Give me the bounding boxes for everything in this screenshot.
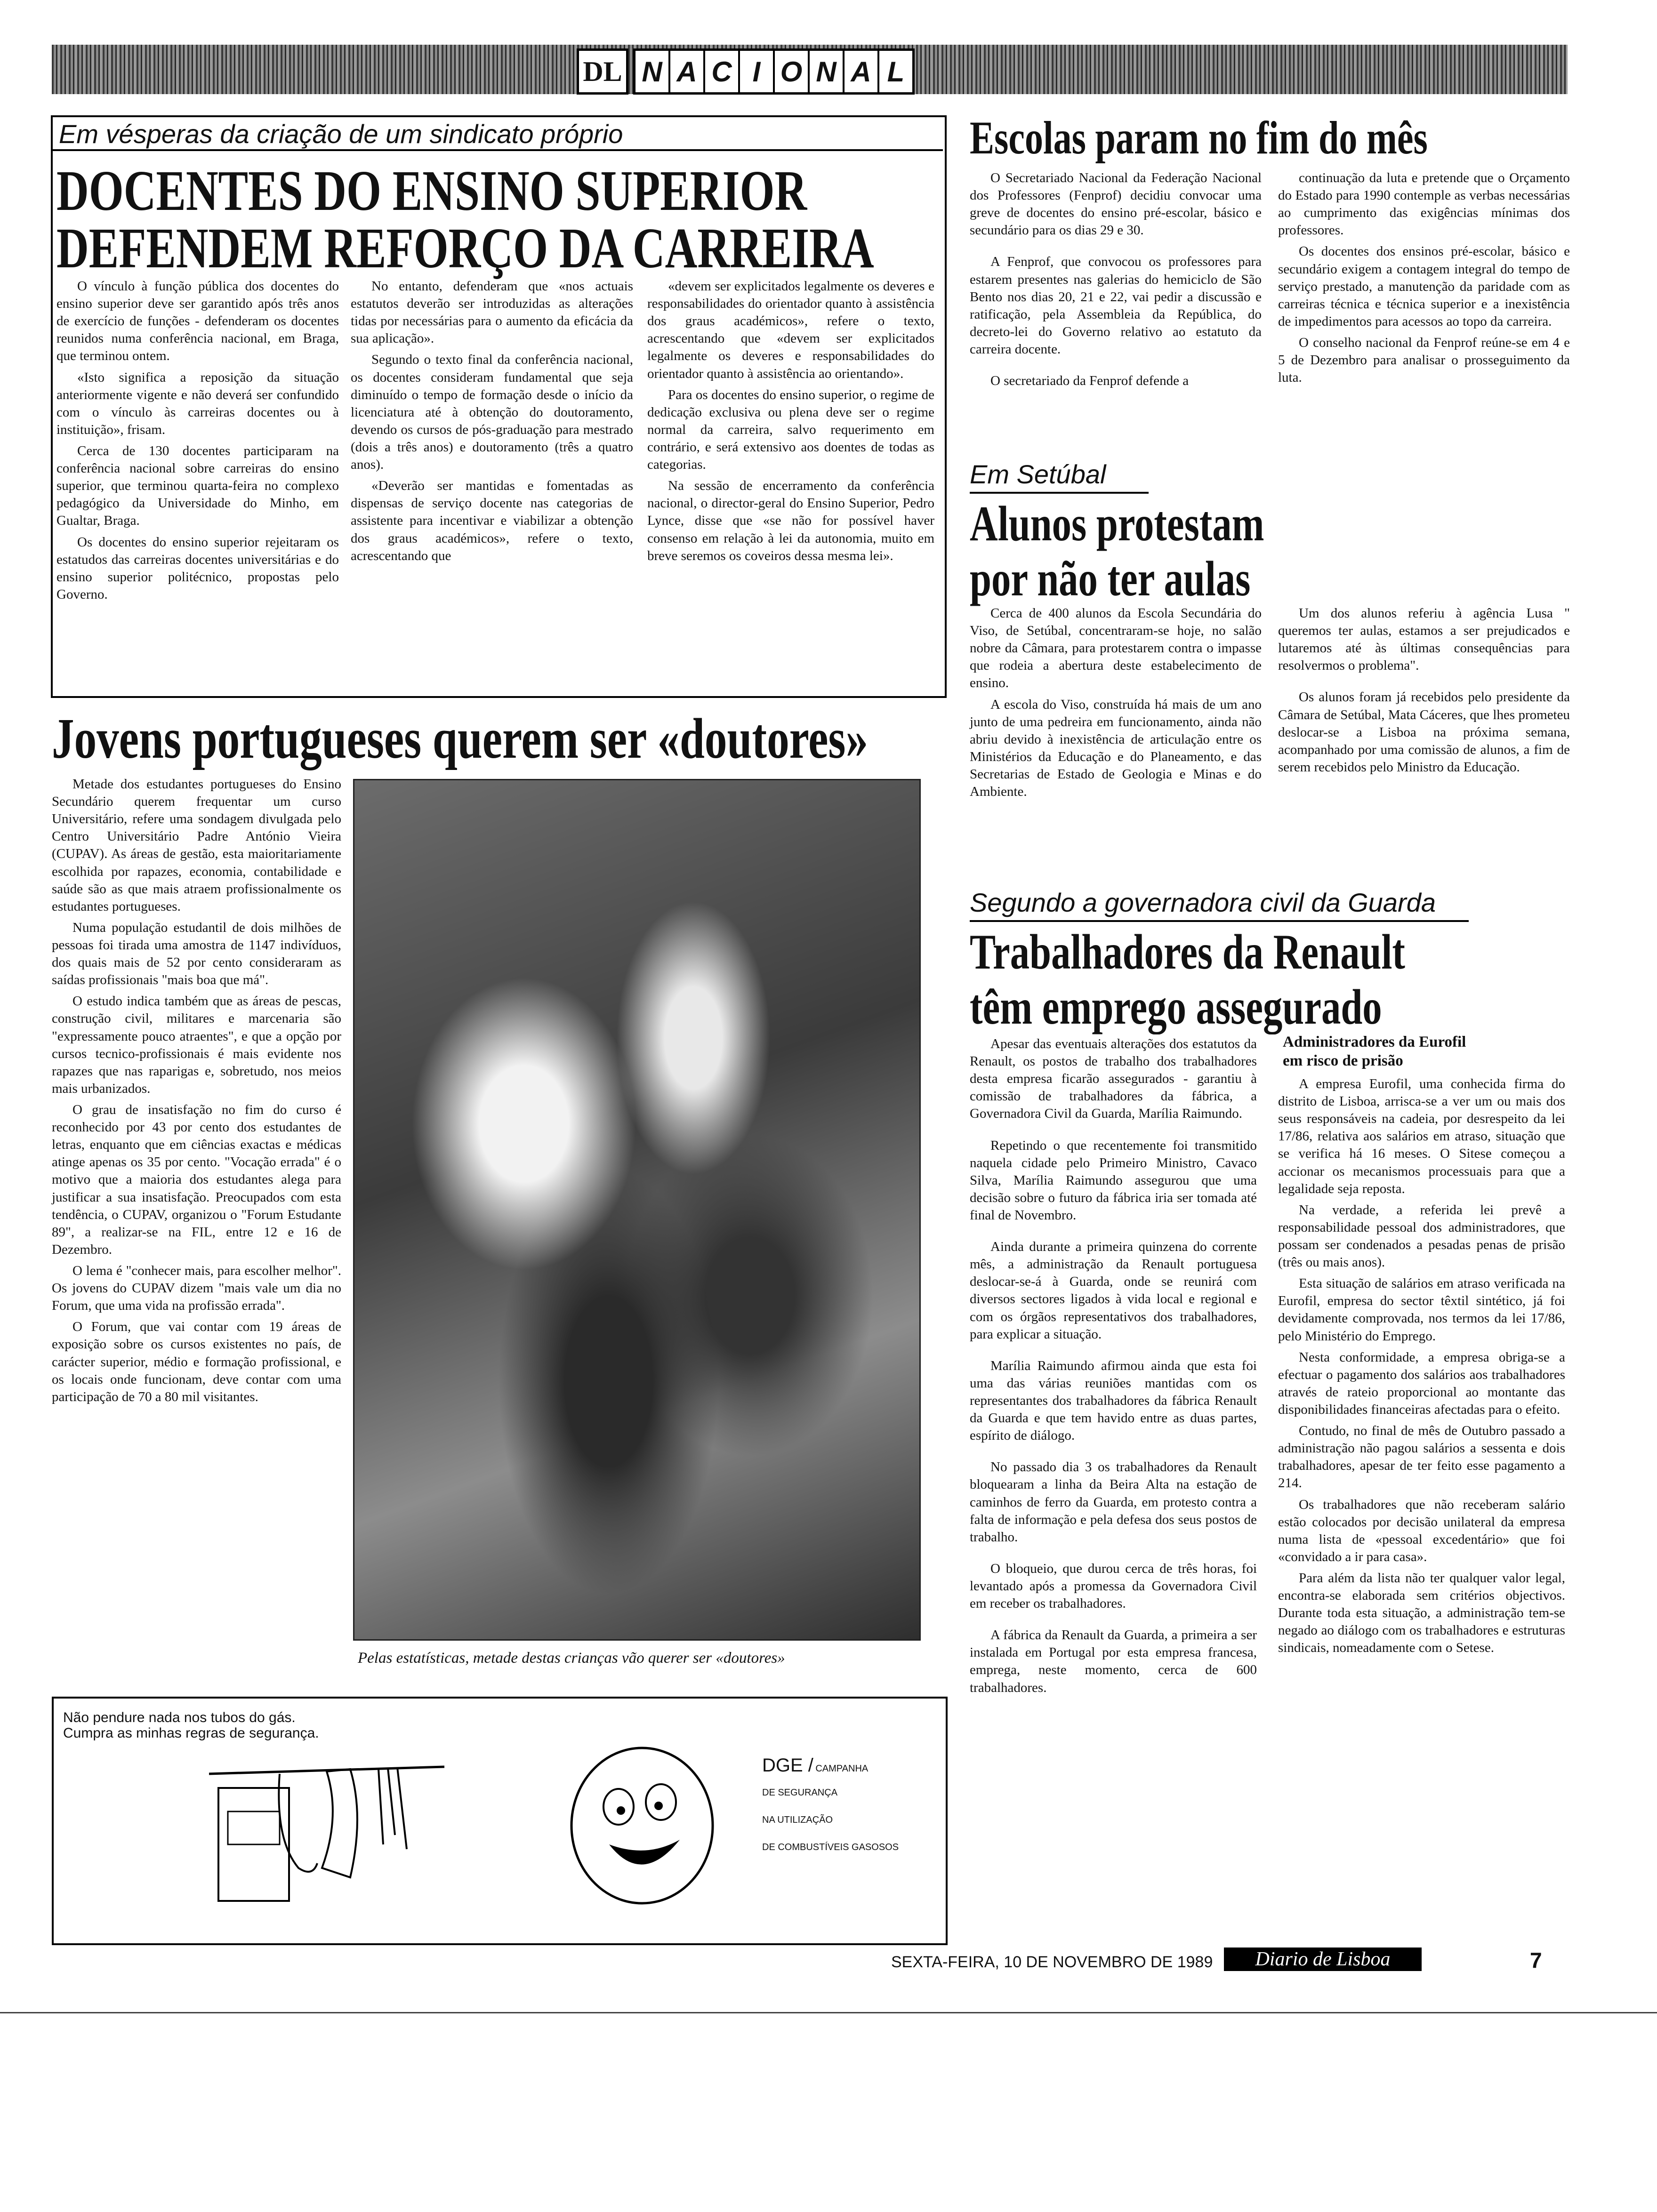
- paragraph: «devem ser explicitados legalmente os deveres e responsabilidades do orientador quanto à assistência dos graus académicos», refere o texto, acrescentando que «devem ser explicitados legalmente os deveres e responsabilidades do orientador quanto à assistência ao orientando».: [647, 279, 934, 381]
- paragraph: O grau de insatisfação no fim do curso é reconhecido por 43 por cento dos estudantes de letras, enquanto que em ciências exactas e médicas atinge apenas os 35 por cento. "Vocação errada" é o motivo que a maioria dos estudantes alega para justificar a sua insatisfação. Preocupados com esta tendência, o CUPAV, organizou o "Forum Estudante 89", a realizar-se na FIL, entre 12 e 16 de Dezembro.: [52, 1102, 341, 1257]
- article-setubal-headline: [970, 497, 1264, 606]
- paragraph: A Fenprof, que convocou os professores para estarem presentes nas galerias do hemiciclo de São Bento nos dias 20, 21 e 22, vai pedir a discussão e ratificação, pela Assembleia da República, do decreto-lei do Governo relativo ao estatuto da carreira docente.: [970, 254, 1262, 357]
- section-letter: I: [740, 51, 775, 92]
- article-docentes-col3: [647, 278, 934, 565]
- paragraph: O bloqueio, que durou cerca de três horas, foi levantado após a promessa da Governadora Civil em receber os trabalhadores.: [970, 1561, 1257, 1611]
- article-docentes-headline: [56, 159, 874, 280]
- section-letter: C: [705, 51, 740, 92]
- paragraph: continuação da luta e pretende que o Orçamento do Estado para 1990 contemple as verbas necessárias ao cumprimento das exigências mínimas dos professores.: [1278, 170, 1570, 238]
- section-letter: O: [775, 51, 810, 92]
- article-renault-headline: [970, 925, 1405, 1034]
- kicker-rule: [970, 492, 1149, 494]
- gas-safety-advert: [52, 1697, 948, 1945]
- headline-line: têm emprego assegurado: [970, 979, 1382, 1034]
- paragraph: O lema é "conhecer mais, para escolher melhor". Os jovens do CUPAV dizem "mais vale um dia no Forum, que uma vida na profissão errada".: [52, 1263, 341, 1314]
- paragraph: O Forum, que vai contar com 19 áreas de exposição sobre os cursos existentes no país, de carácter superior, médio e formação profissional, e os locais onde funcionam, deve contar com uma participação de 70 a 80 mil visitantes.: [52, 1319, 341, 1404]
- paragraph: Segundo o texto final da conferência nacional, os docentes consideram fundamental que seja diminuído o tempo de formação desde o início da licenciatura até à obtenção do doutoramento, devendo os cursos de pós-graduação para mestrado (dois a três anos) e doutoramento (três a quatro anos).: [351, 352, 633, 473]
- paragraph: Repetindo o que recentemente foi transmitido naquela cidade pelo Primeiro Ministro, Cavaco Silva, Marília Raimundo assegurou que uma decisão sobre o futuro da fábrica iria ser tomada até final de Novembro.: [970, 1138, 1257, 1223]
- dge-tagline: [762, 1779, 899, 1861]
- section-letter: A: [845, 51, 879, 92]
- dge-campaign: CAMPANHA: [815, 1763, 869, 1774]
- paragraph: «Isto significa a reposição da situação anteriormente vigente e não deverá ser confundido com o vínculo às carreiras docentes ou à instituição», frisam.: [56, 369, 339, 437]
- article-renault-kicker: Segundo a governadora civil da Guarda: [970, 888, 1436, 917]
- article-docentes-col2: [351, 278, 633, 565]
- advert-line: Não pendure nada nos tubos do gás.: [63, 1710, 296, 1725]
- paragraph: Na verdade, a referida lei prevê a responsabilidade pessoal dos administradores, que possam ser condenados a pesadas penas de prisão (três ou mais anos).: [1278, 1202, 1565, 1270]
- article-jovens-headline: Jovens portugueses querem ser «doutores»: [52, 707, 869, 770]
- subheadline-line: em risco de prisão: [1283, 1052, 1403, 1069]
- article-setubal-col1: [970, 605, 1262, 801]
- paragraph: Cerca de 400 alunos da Escola Secundária do Viso, de Setúbal, concentraram-se hoje, no salão nobre da Câmara, para protestarem contra o impasse que rodeia a abertura deste estabelecimento de ensino.: [970, 606, 1262, 691]
- dge-logo: DGE /: [762, 1755, 813, 1776]
- article-escolas-col1: [970, 169, 1262, 390]
- paragraph: Os docentes do ensino superior rejeitaram os estatudos das carreiras docentes universitárias e do ensino superior politécnico, propostas pelo Governo.: [56, 534, 339, 602]
- paragraph: Numa população estudantil de dois milhões de pessoas foi tirada uma amostra de 1147 indivíduos, dos quais mais de 52 por cento consideraram as saídas profissionais "mais boa que má".: [52, 920, 341, 988]
- photo-caption: Pelas estatísticas, metade destas crianças vão querer ser «doutores»: [358, 1650, 785, 1667]
- article-setubal-kicker: Em Setúbal: [970, 459, 1106, 489]
- paragraph: No entanto, defenderam que «nos actuais estatutos deverão ser introduzidas as alterações tidas por necessárias para o aumento da eficácia da sua aplicação».: [351, 279, 633, 346]
- paragraph: Nesta conformidade, a empresa obriga-se a efectuar o pagamento dos salários aos trabalhadores através de rateio proporcional ao montante das disponibilidades financeiras afectadas para o efeito.: [1278, 1349, 1565, 1417]
- section-letter: A: [670, 51, 705, 92]
- paragraph: Apesar das eventuais alterações dos estatutos da Renault, os postos de trabalho dos trabalhadores desta empresa ficarão assegurados - garantiu à comissão de trabalhadores da fábrica, a Governadora Civil da Guarda, Marília Raimundo.: [970, 1036, 1257, 1122]
- masthead: Diario de Lisboa: [1224, 1948, 1422, 1971]
- paragraph: Um dos alunos referiu à agência Lusa " queremos ter aulas, estamos a ser prejudicados e lutaremos até às últimas consequências para resolvermos o problema".: [1278, 606, 1570, 673]
- paragraph: Metade dos estudantes portugueses do Ensino Secundário querem frequentar um curso Universitário, refere uma sondagem divulgada pelo Centro Universitário Padre António Vieira (CUPAV). As áreas de gestão, esta maioritariamente escolhida por rapazes, economia, contabilidade e saúde são as que mais atraem profissionalmente os estudantes portugueses.: [52, 777, 341, 914]
- subheadline-line: Administradores da Eurofil: [1283, 1034, 1466, 1050]
- footer-rule: [0, 2012, 1657, 2013]
- article-escolas-headline: Escolas param no fim do mês: [970, 112, 1428, 164]
- eurofil-subheadline: [1283, 1033, 1466, 1070]
- issue-date: SEXTA-FEIRA, 10 DE NOVEMBRO DE 1989: [891, 1953, 1213, 1971]
- article-eurofil-col2: [1278, 1075, 1565, 1657]
- article-renault-col1: [970, 1035, 1257, 1697]
- dge-brand: [762, 1755, 899, 1861]
- paragraph: O vínculo à função pública dos docentes do ensino superior deve ser garantido após três anos de exercício de funções - defenderam os docentes reunidos numa conferência nacional, em Braga, que terminou ontem.: [56, 279, 339, 364]
- paragraph: Marília Raimundo afirmou ainda que esta foi uma das várias reuniões mantidas com os representantes dos trabalhadores da fábrica Renault da Guarda e que tem havido entre as duas partes, espírito de diálogo.: [970, 1358, 1257, 1443]
- paragraph: O secretariado da Fenprof defende a: [990, 373, 1189, 389]
- headline-line: DOCENTES DO ENSINO SUPERIOR: [56, 159, 807, 223]
- paragraph: O conselho nacional da Fenprof reúne-se em 4 e 5 de Dezembro para analisar o prosseguimento da luta.: [1278, 335, 1570, 385]
- section-title: [633, 48, 915, 95]
- section-letter: L: [887, 56, 905, 88]
- gas-stove-illustration: [209, 1746, 454, 1910]
- headline-line: Alunos protestam: [970, 496, 1264, 551]
- article-docentes-kicker: Em vésperas da criação de um sindicato próprio: [59, 119, 623, 149]
- paragraph: A escola do Viso, construída há mais de um ano junto de uma pedreira em funcionamento, ainda não abriu devido à inexistência de articulação entre os Ministérios da Educação e do Planeamento, e das Secretarias de Estado de Geologia e Minas e do Ambiente.: [970, 697, 1262, 800]
- dl-logo: DL: [577, 48, 628, 95]
- paragraph: A fábrica da Renault da Guarda, a primeira a ser instalada em Portugal por esta empresa francesa, emprega, neste momento, cerca de 600 trabalhadores.: [970, 1627, 1257, 1695]
- kicker-rule: [970, 920, 1469, 922]
- paragraph: «Deverão ser mantidas e fomentadas as dispensas de serviço docente nas categorias de assistente para incentivar e viabilizar a obtenção dos graus académicos», refere o texto, acrescentando que: [351, 478, 633, 563]
- tagline-line: DE SEGURANÇA: [762, 1787, 838, 1798]
- article-docentes-col1: [56, 278, 339, 603]
- paragraph: Para os docentes do ensino superior, o regime de dedicação exclusiva ou plena deve ser o regime normal da carreira, salvo requerimento em contrário, e será extensivo aos doentes de todas as categorias.: [647, 387, 934, 473]
- paragraph: Contudo, no final de mês de Outubro passado a administração não pagou salários a sessenta e dois trabalhadores, apesar de ter feito esse pagamento a 214.: [1278, 1423, 1565, 1491]
- article-escolas-col2: [1278, 169, 1570, 386]
- article-setubal-col2: [1278, 605, 1570, 776]
- tagline-line: NA UTILIZAÇÃO: [762, 1815, 833, 1825]
- section-letter: N: [635, 51, 670, 92]
- paragraph: A empresa Eurofil, uma conhecida firma do distrito de Lisboa, arrisca-se a ver um ou mais dos seus responsáveis na cadeia, por desrespeito da lei 17/86, relativa aos salários em atraso, situação que se verifica há 16 meses. O Sitese começou a accionar os mecanismos processuais para que a legalidade seja reposta.: [1278, 1076, 1565, 1196]
- paragraph: Os docentes dos ensinos pré-escolar, básico e secundário exigem a contagem integral do tempo de serviço prestado, a manutenção da paridade com as carreiras técnica e técnica superior e a inexistência de impedimentos para acessos ao topo da carreira.: [1278, 244, 1570, 329]
- page-number: 7: [1530, 1948, 1542, 1972]
- children-photo: [353, 779, 921, 1641]
- headline-line: Trabalhadores da Renault: [970, 924, 1405, 979]
- tagline-line: DE COMBUSTÍVEIS GASOSOS: [762, 1842, 899, 1852]
- paragraph: Os trabalhadores que não receberam salário estão colocados por decisão unilateral da empresa numa lista de «pessoal excedentário» que foi «convidado a ir para casa».: [1278, 1497, 1565, 1564]
- paragraph: Esta situação de salários em atraso verificada na Eurofil, empresa do sector têxtil sintético, já foi devidamente comprovada, nos termos da lei 17/86, pelo Ministério do Emprego.: [1278, 1276, 1565, 1344]
- advert-text: [63, 1710, 319, 1741]
- paragraph: Cerca de 130 docentes participaram na conferência nacional sobre carreiras do ensino superior, que terminou quarta-feira no complexo pedagógico da Universidade do Minho, em Gualtar, Braga.: [56, 443, 339, 529]
- paragraph: Na sessão de encerramento da conferência nacional, o director-geral do Ensino Superior, Pedro Lynce, disse que «se não for possível haver consenso em relação à lei da autonomia, muito em breve seremos os coveiros dessa mesma lei».: [647, 478, 934, 563]
- advert-line: Cumpra as minhas regras de segurança.: [63, 1725, 319, 1741]
- paragraph: Os alunos foram já recebidos pelo presidente da Câmara de Setúbal, Mata Cáceres, que lhes prometeu deslocar-se a Lisboa na próxima semana, acompanhado por uma comissão de alunos, a fim de serem recebidos pelo Ministro da Educação.: [1278, 689, 1570, 775]
- headline-line: DEFENDEM REFORÇO DA CARREIRA: [56, 216, 874, 280]
- paragraph: O estudo indica também que as áreas de pescas, construção civil, militares e marcenaria são "expressamente pouco atraentes", e que a opção por cursos tecnico-profissionais é mais evidente nos rapazes que nas raparigas e, sobretudo, nos meios mais urbanizados.: [52, 994, 341, 1096]
- article-jovens-col1: [52, 776, 341, 1406]
- paragraph: Ainda durante a primeira quinzena do corrente mês, a administração da Renault portuguesa deslocar-se-á à Guarda, onde se reunirá com diversos sectores ligados à vida local e regional e com os órgãos representativos dos trabalhadores, para explicar a situação.: [970, 1239, 1257, 1342]
- cartoon-face-illustration: [553, 1736, 732, 1915]
- headline-line: por não ter aulas: [970, 551, 1251, 606]
- paragraph: Para além da lista não ter qualquer valor legal, encontra-se elaborada sem critérios objectivos. Durante toda esta situação, a administração tem-se negado ao diálogo com os trabalhadores e estruturas sindicais, nomeadamente com o Setese.: [1278, 1570, 1565, 1656]
- paragraph: No passado dia 3 os trabalhadores da Renault bloquearam a linha da Beira Alta na estação de caminhos de ferro da Guarda, em protesto contra a falta de informação e pela defesa dos seus postos de trabalho.: [970, 1459, 1257, 1545]
- section-letter: N: [810, 51, 845, 92]
- paragraph: O Secretariado Nacional da Federação Nacional dos Professores (Fenprof) decidiu convocar uma greve de docentes do ensino pré-escolar, básico e secundário para os dias 29 e 30.: [970, 170, 1262, 238]
